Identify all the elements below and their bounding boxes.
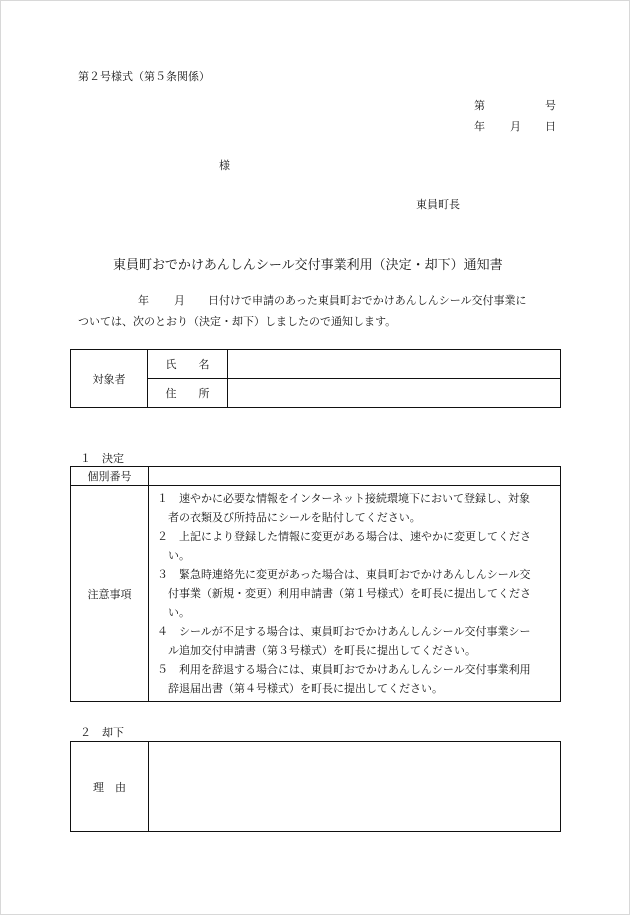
page-title: 東員町おでかけあんしんシール交付事業利用（決定・却下）通知書 <box>113 258 503 273</box>
note-line: ル追加交付申請書（第３号様式）を町長に提出してください。 <box>157 644 476 657</box>
date-year: 年 <box>474 120 485 133</box>
note-line: い。 <box>157 549 190 562</box>
date-day: 日 <box>545 120 556 133</box>
decision-heading: １ 決定 <box>80 452 124 465</box>
rejection-heading: ２ 却下 <box>80 726 124 739</box>
doc-number-suffix: 号 <box>545 99 556 112</box>
doc-number-prefix: 第 <box>474 99 485 112</box>
id-label: 個別番号 <box>71 467 149 486</box>
body-year: 年 <box>138 294 149 307</box>
address-field[interactable] <box>228 379 561 408</box>
note-line: 辞退届出書（第４号様式）を町長に提出してください。 <box>157 682 443 695</box>
reason-field[interactable] <box>149 742 561 832</box>
note-line: ２ 上記により登録した情報に変更がある場合は、速やかに変更してくださ <box>157 530 531 543</box>
target-table <box>70 349 561 408</box>
body-line2: ついては、次のとおり（決定・却下）しましたので通知します。 <box>78 315 397 328</box>
notes-cell <box>149 486 561 702</box>
body-line1: 日付けで申請のあった東員町おでかけあんしんシール交付事業に <box>208 294 527 307</box>
note-line: い。 <box>157 606 190 619</box>
issuer: 東員町長 <box>416 198 460 211</box>
name-field[interactable] <box>228 350 561 379</box>
note-line: 者の衣類及び所持品にシールを貼付してください。 <box>157 511 421 524</box>
name-label: 氏 名 <box>148 350 228 379</box>
body-month: 月 <box>174 294 185 307</box>
address-label: 住 所 <box>148 379 228 408</box>
date-month: 月 <box>510 120 521 133</box>
rejection-table <box>70 741 561 832</box>
note-line: １ 速やかに必要な情報をインターネット接続環境下において登録し、対象 <box>157 492 531 505</box>
decision-table <box>70 466 561 702</box>
notes-label: 注意事項 <box>71 486 149 702</box>
addressee-suffix: 様 <box>219 159 230 172</box>
target-header: 対象者 <box>71 350 148 408</box>
id-field[interactable] <box>149 467 561 486</box>
note-line: ５ 利用を辞退する場合には、東員町おでかけあんしんシール交付事業利用 <box>157 663 531 676</box>
note-line: ３ 緊急時連絡先に変更があった場合は、東員町おでかけあんしんシール交 <box>157 568 531 581</box>
note-line: 付事業（新規・変更）利用申請書（第１号様式）を町長に提出してくださ <box>157 587 531 600</box>
note-line: ４ シールが不足する場合は、東員町おでかけあんしんシール交付事業シー <box>157 625 531 638</box>
reason-label: 理 由 <box>71 742 149 832</box>
form-number: 第２号様式（第５条関係） <box>78 70 210 83</box>
